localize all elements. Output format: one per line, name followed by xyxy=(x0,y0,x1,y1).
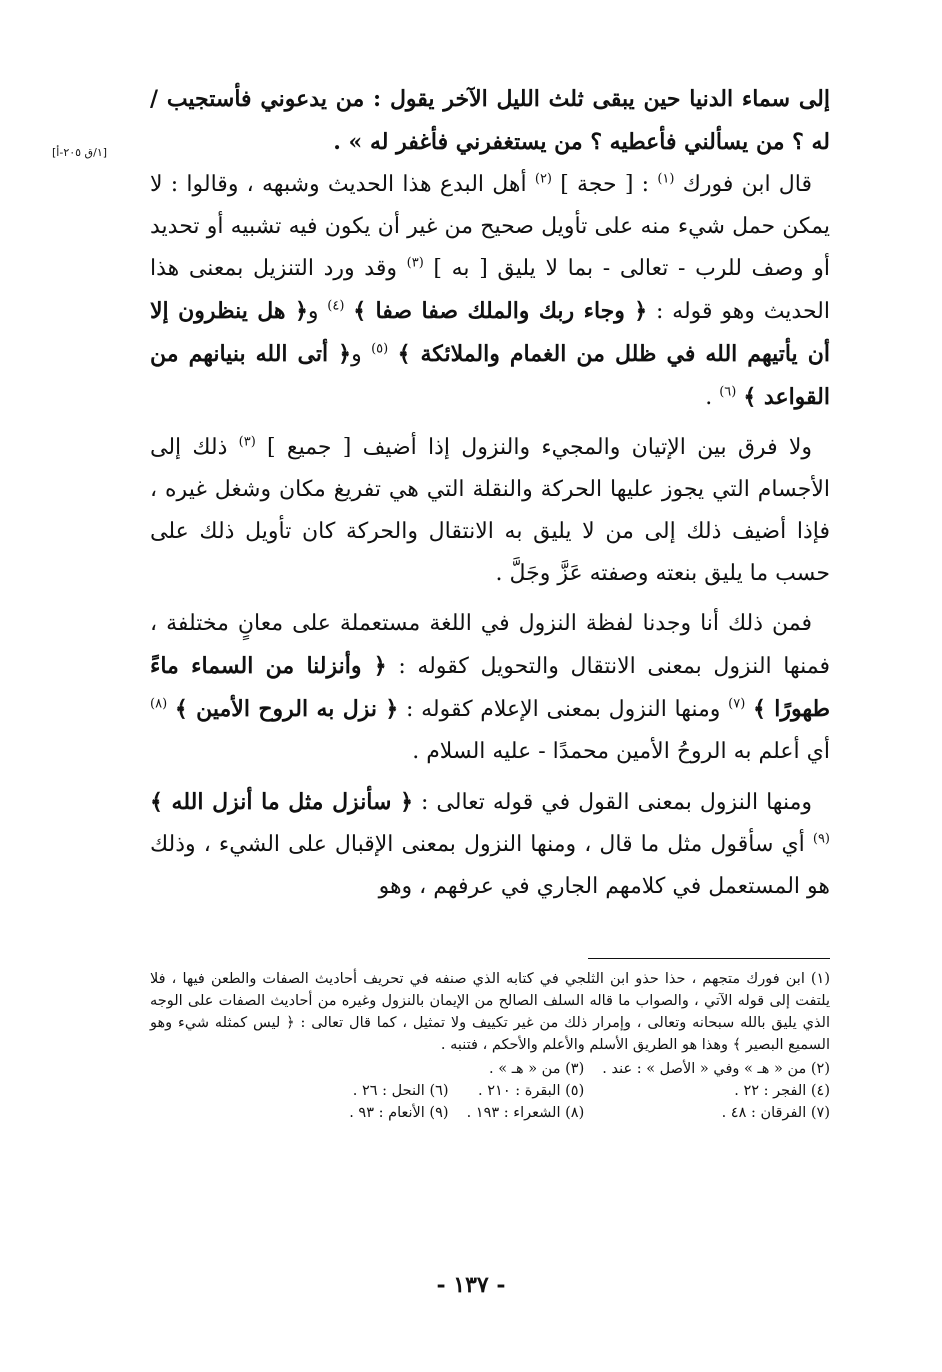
paragraph-3 xyxy=(150,427,830,595)
text-run xyxy=(388,342,397,367)
text-run: فمن ذلك أنا وجدنا لفظة النزول في اللغة مستعملة على معانٍ مختلفة ، فمنها النزول بمعنى الانتقال والتحويل كقوله : xyxy=(150,611,830,679)
text-run: ذلك إلى الأجسام التي يجوز عليها الحركة والنقلة التي هي تفريغ مكان وشغل غيره ، فإذا أضيف ذلك إلى من لا يليق به الانتقال والحركة كان تأويل ذلك على حسب ما يليق بنعته وصفته عَزَّ وجَلَّ . xyxy=(150,435,830,586)
footnote-cell: (٦) النحل : ٢٦ . xyxy=(352,1083,449,1099)
text-run: و xyxy=(351,342,372,367)
footnote-reference: (٣) xyxy=(238,434,256,450)
quran-quote: ﴿ سأنزل مثل ما أنزل الله ﴾ xyxy=(150,789,414,815)
manuscript-folio-note: [١/ق ٢٠٥-أ] xyxy=(52,146,108,159)
quran-quote: ﴿ هل ينظرون إلا أن يأتيهم الله في ظلل من الغمام والملائكة ﴾ xyxy=(150,298,830,367)
text-run: و xyxy=(307,299,328,324)
footnote-reference: (٤) xyxy=(327,298,345,314)
paragraph-4 xyxy=(150,603,830,773)
footnote-divider xyxy=(588,958,830,959)
footnote-1-number: (١) xyxy=(810,971,830,987)
quran-quote: ﴿ نزل به الروح الأمين ﴾ xyxy=(174,696,399,722)
footnote-reference: (٢) xyxy=(534,171,552,187)
footnote-cell: (٤) الفجر : ٢٢ . xyxy=(734,1083,830,1099)
footnote-row xyxy=(331,1080,830,1102)
footnote-reference: (٣) xyxy=(406,255,424,271)
paragraph-1 xyxy=(150,78,830,164)
text-run xyxy=(344,299,353,324)
text-run: أي سأقول مثل ما قال ، ومنها النزول بمعنى الإقبال على الشيء ، وذلك هو المستعمل في كلامهم الجاري في عرفهم ، وهو xyxy=(150,832,830,899)
text-run xyxy=(167,697,175,722)
text-run: ولا فرق بين الإتيان والمجيء والنزول إذا أضيف [ جميع ] xyxy=(255,435,812,460)
text-run: ومنها النزول بمعنى الإعلام كقوله : xyxy=(398,697,729,722)
footnote-reference: (١) xyxy=(657,171,675,187)
footnote-reference: (٦) xyxy=(719,384,737,400)
footnote-1 xyxy=(150,968,830,1056)
text-run: ومنها النزول بمعنى القول في قوله تعالى : xyxy=(413,790,812,815)
text-run: . xyxy=(705,385,720,410)
footnote-reference: (٥) xyxy=(371,341,389,357)
quran-quote: إلى سماء الدنيا حين يبقى ثلث الليل الآخر يقول : من يدعوني فأستجيب / له ؟ من يسألني فأعطيه ؟ من يستغفرني فأغفر له » . xyxy=(150,86,830,155)
page-number: - ١٣٧ - xyxy=(436,1272,506,1298)
paragraph-5 xyxy=(150,781,830,908)
footnote-row xyxy=(331,1102,830,1124)
footnote-reference: (٨) xyxy=(150,696,168,712)
text-run: أهل البدع هذا الحديث وشبهه ، وقالوا : لا يمكن حمل شيء منه على تأويل صحيح من غير أن يكون فيه تشبيه أو تحديد أو وصف للرب - تعالى - بما لا يليق [ به ] xyxy=(150,172,830,281)
footnote-cell: (٣) من « هـ » . xyxy=(489,1061,585,1077)
quran-quote: ﴿ أتى الله بنيانهم من القواعد ﴾ xyxy=(150,341,830,410)
text-run: أي أعلم به الروحُ الأمين محمدًا - عليه السلام . xyxy=(412,739,830,764)
footnote-1-text: ابن فورك متجهم ، حذا حذو ابن الثلجي في كتابه الذي صنفه في تحريف أحاديث الصفات والطعن فيها ، فلا يلتفت إلى قوله الآتي ، والصواب ما قاله السلف الصالح من الإيمان بالنزول وغيره من أحاديث الصفات على الوجه الذي يليق بالله سبحانه وتعالى ، وإمرار ذلك من غير تكييف ولا تمثيل ، كما قال تعالى : ﴿ ليس كمثله شيء وهو السميع البصير ﴾ وهذا هو الطريق الأسلم والأعلم والأحكم ، فتنبه . xyxy=(150,971,830,1053)
quran-quote: ﴿ وأنزلنا من السماء ماءً طهورًا ﴾ xyxy=(150,653,831,722)
text-run xyxy=(745,697,753,722)
text-run: قال ابن فورك xyxy=(674,172,813,197)
footnote-reference: (٩) xyxy=(812,831,830,847)
footnotes xyxy=(150,968,830,1124)
text-run: : [ حجة ] xyxy=(552,172,658,197)
footnote-reference: (٧) xyxy=(728,696,746,712)
text-run: وقد ورد التنزيل بمعنى هذا الحديث وهو قوله : xyxy=(150,256,830,324)
footnote-cell: (٩) الأنعام : ٩٣ . xyxy=(349,1105,449,1121)
footnote-cell: (٢) من « هـ » وفي « الأصل » : عند . xyxy=(602,1061,830,1077)
main-text xyxy=(150,78,830,908)
paragraph-2 xyxy=(150,164,830,419)
quran-quote: ﴿ وجاء ربك والملك صفا صفا ﴾ xyxy=(353,298,648,324)
footnote-cell: (٨) الشعراء : ١٩٣ . xyxy=(466,1105,585,1121)
footnote-cell: (٥) البقرة : ٢١٠ . xyxy=(478,1083,585,1099)
footnote-cell: (٧) الفرقان : ٤٨ . xyxy=(721,1105,830,1121)
footnote-row xyxy=(331,1058,830,1080)
footnote-grid xyxy=(331,1058,830,1124)
